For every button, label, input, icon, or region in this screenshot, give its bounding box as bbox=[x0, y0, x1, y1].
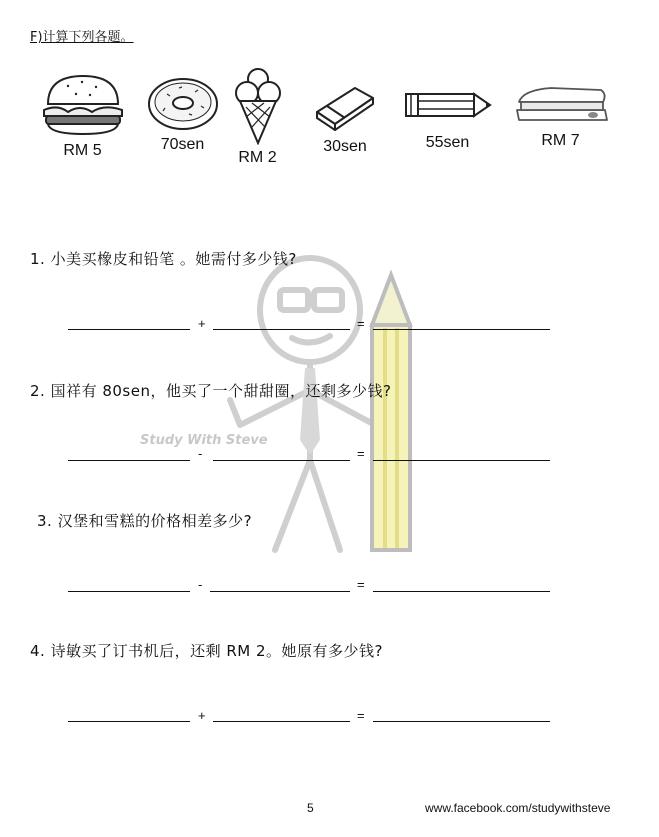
answer-blank-4c[interactable] bbox=[373, 721, 550, 722]
operator-equals: = bbox=[357, 446, 365, 461]
answer-blank-2b[interactable] bbox=[213, 460, 350, 461]
question-2: 2. 国祥有 80sen，他买了一个甜甜圈，还剩多少钱? bbox=[30, 382, 392, 400]
question-1: 1. 小美买橡皮和铅笔 。她需付多少钱? bbox=[30, 250, 297, 268]
answer-blank-3c[interactable] bbox=[373, 591, 550, 592]
operator-minus: - bbox=[198, 446, 203, 461]
price-label: RM 5 bbox=[63, 142, 102, 159]
item-hamburger bbox=[35, 70, 130, 160]
price-label: RM 7 bbox=[541, 132, 580, 149]
item-pencil bbox=[400, 82, 495, 152]
hamburger-icon bbox=[38, 70, 128, 138]
pencil-icon bbox=[402, 82, 494, 130]
operator-plus: + bbox=[198, 708, 206, 723]
answer-blank-3b[interactable] bbox=[210, 591, 350, 592]
answer-blank-2a[interactable] bbox=[68, 460, 190, 461]
operator-equals: = bbox=[357, 316, 365, 331]
item-donut bbox=[140, 74, 225, 154]
eraser-icon bbox=[309, 78, 381, 134]
operator-equals: = bbox=[357, 577, 365, 592]
operator-minus: - bbox=[198, 577, 203, 592]
section-heading: F)计算下列各题。 bbox=[30, 30, 134, 45]
page-number: 5 bbox=[307, 801, 314, 815]
answer-blank-2c[interactable] bbox=[373, 460, 550, 461]
price-label: RM 2 bbox=[238, 149, 277, 166]
donut-icon bbox=[145, 74, 221, 132]
item-eraser bbox=[305, 78, 385, 156]
footer-url[interactable]: www.facebook.com/studywithsteve bbox=[425, 801, 611, 815]
ice-cream-icon bbox=[232, 65, 284, 145]
answer-blank-1a[interactable] bbox=[68, 329, 190, 330]
question-4: 4. 诗敏买了订书机后，还剩 RM 2。她原有多少钱? bbox=[30, 642, 383, 660]
answer-blank-3a[interactable] bbox=[68, 591, 190, 592]
price-label: 30sen bbox=[323, 138, 367, 155]
operator-equals: = bbox=[357, 708, 365, 723]
price-label: 70sen bbox=[160, 136, 205, 153]
item-stapler bbox=[508, 80, 613, 150]
question-3: 3. 汉堡和雪糕的价格相差多少? bbox=[37, 512, 253, 530]
item-ice-cream bbox=[225, 65, 290, 167]
answer-blank-4a[interactable] bbox=[68, 721, 190, 722]
price-label: 55sen bbox=[425, 134, 470, 151]
watermark-text: Study With Steve bbox=[140, 433, 268, 448]
answer-blank-1c[interactable] bbox=[373, 329, 550, 330]
answer-blank-4b[interactable] bbox=[213, 721, 350, 722]
operator-plus: + bbox=[198, 316, 206, 331]
stapler-icon bbox=[511, 80, 611, 128]
answer-blank-1b[interactable] bbox=[213, 329, 350, 330]
